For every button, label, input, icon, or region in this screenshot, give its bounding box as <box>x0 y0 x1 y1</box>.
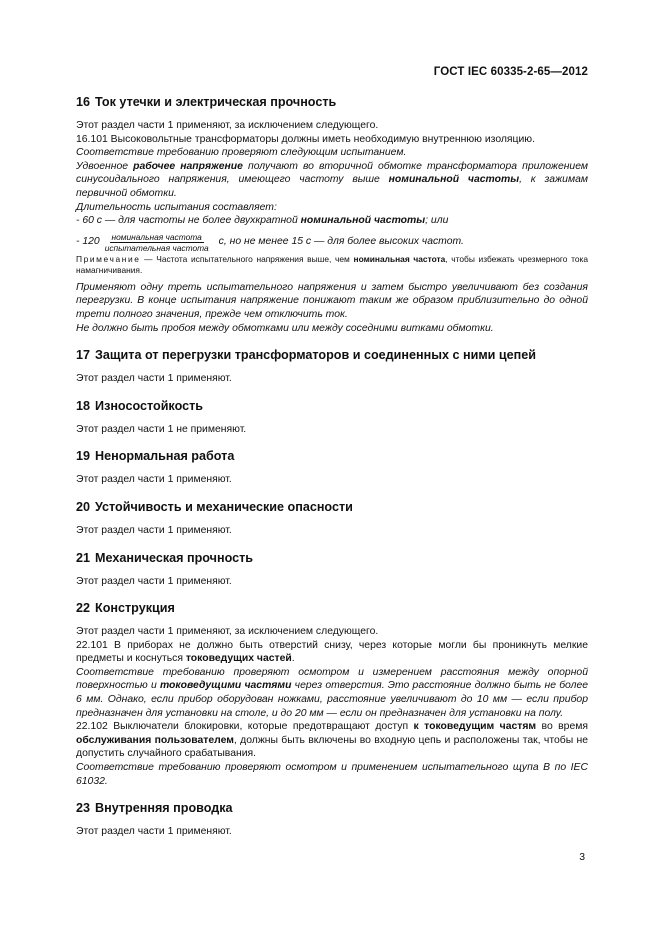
paragraph: 22.101 В приборах не должно быть отверстий снизу, через которые могли бы проникнуть мелкие предметы и коснуться токоведущих частей. <box>76 639 588 665</box>
paragraph: Соответствие требованию проверяют следующим испытанием. <box>76 147 407 159</box>
paragraph: Соответствие требованию проверяют осмотром и применением испытательного щупа B по IEC 61032. <box>76 762 588 787</box>
section-21 <box>76 551 588 589</box>
paragraph: Применяют одну треть испытательного напряжения и затем быстро увеличивают без создания перегрузки. В конце испытания напряжение понижают таким же образом приблизительно до одной трети полного значения, прежде чем отключить ток. <box>76 281 588 320</box>
paragraph: Этот раздел части 1 применяют. <box>76 524 232 536</box>
document-body <box>76 95 588 852</box>
section-20 <box>76 500 588 538</box>
section-heading: 20 Устойчивость и механические опасности <box>76 499 353 514</box>
formula: - 120 $\frac{\text{номинальная частота}}{\text{испытательная частота}}$ с, но не менее 15 с — для более высоких частот. <box>76 231 464 253</box>
section-heading: 18 Износостойкость <box>76 398 204 413</box>
paragraph: Этот раздел части 1 применяют, за исключением следующего. <box>76 120 379 131</box>
paragraph: Этот раздел части 1 применяют. <box>76 373 232 385</box>
paragraph: Соответствие требованию проверяют осмотром и измерением расстояния между опорной поверхностью и токоведущими частями через отверстия. Это расстояние должно быть не более 6 мм. Однако, если прибор оборудован ножками, расстояние увеличивают до 10 мм — если прибор предназначен для установки на столе, и до 20 мм — если он предназначен для установки на полу. <box>76 666 589 719</box>
section-heading: 21 Механическая прочность <box>76 550 254 565</box>
section-heading: 22 Конструкция <box>76 601 175 616</box>
paragraph: Этот раздел части 1 не применяют. <box>76 423 247 435</box>
paragraph: Этот раздел части 1 применяют. <box>76 575 232 587</box>
note: Примечание — Частота испытательного напряжения выше, чем номинальная частота, чтобы избежать чрезмерного тока намагничивания. <box>76 253 589 275</box>
paragraph: Этот раздел части 1 применяют, за исключением следующего. <box>76 626 379 638</box>
section-16 <box>76 95 588 335</box>
section-heading: 16 Ток утечки и электрическая прочность <box>76 95 337 109</box>
paragraph: - 60 с — для частоты не более двухкратной номинальной частоты; или <box>76 215 449 227</box>
section-18 <box>76 399 588 437</box>
paragraph: Длительность испытания составляет: <box>76 201 277 213</box>
section-heading: 19 Ненормальная работа <box>76 449 235 464</box>
paragraph: Этот раздел части 1 применяют. <box>76 474 232 486</box>
paragraph: Не должно быть пробоя между обмотками или между соседними витками обмотки. <box>76 322 494 334</box>
section-19 <box>76 449 588 487</box>
section-heading: 23 Внутренняя проводка <box>76 801 233 816</box>
page-number: 3 <box>579 852 585 863</box>
section-heading: 17 Защита от перегрузки трансформаторов и соединенных с ними цепей <box>76 348 537 363</box>
paragraph: 22.102 Выключатели блокировки, которые предотвращают доступ к токоведущим частям во время обслуживания пользователем, должны быть включены во входную цепь и расположены так, чтобы не допустить случайного срабатывания. <box>76 721 589 760</box>
paragraph: Этот раздел части 1 применяют. <box>76 826 232 838</box>
section-23 <box>76 801 588 839</box>
section-17 <box>76 348 588 386</box>
paragraph: Удвоенное рабочее напряжение получают во вторичной обмотке трансформатора приложением синусоидального напряжения, имеющего частоту выше номинальной частоты, к зажимам первичной обмотки. <box>76 160 588 199</box>
standard-header: ГОСТ IEC 60335-2-65—2012 <box>433 66 588 78</box>
paragraph: 16.101 Высоковольтные трансформаторы должны иметь необходимую внутреннюю изоляцию. <box>76 133 535 145</box>
fraction: $\frac{\text{номинальная частота}}{\text{испытательная частота}}$ <box>104 231 209 253</box>
section-22 <box>76 601 588 788</box>
